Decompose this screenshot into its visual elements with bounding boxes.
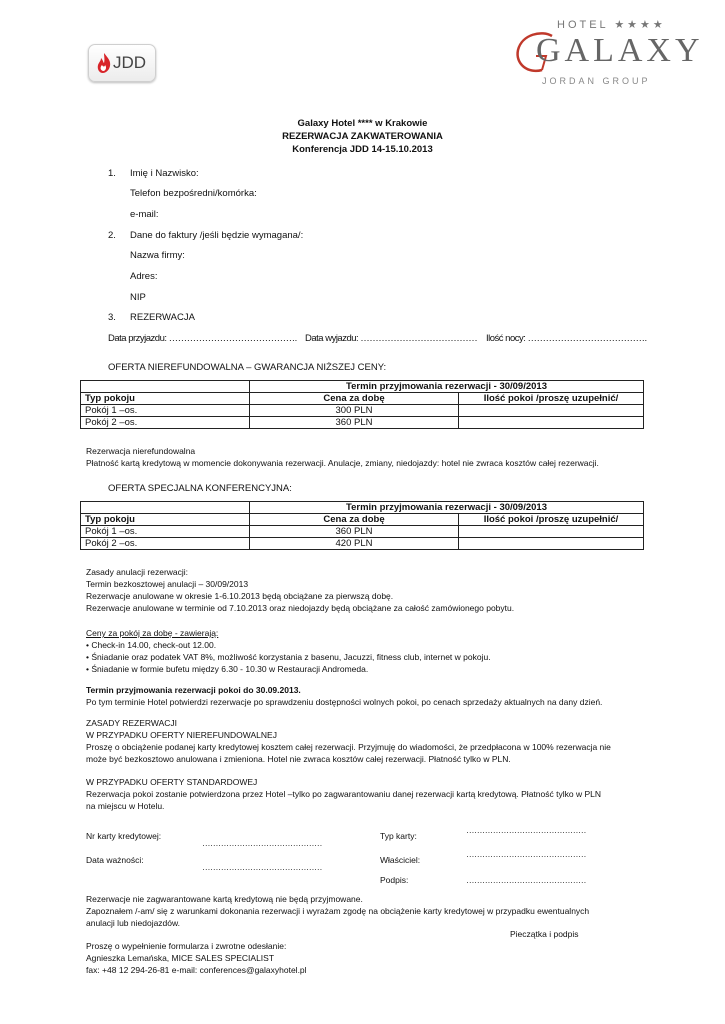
offer2-col-count: Ilość pokoi /proszę uzupełnić/: [459, 514, 644, 526]
deadline-text: Po tym terminie Hotel potwierdzi rezerwacje po sprawdzeniu dostępności wolnych pokoi, po cenach sprzedaży aktualnych na dany dzień.: [86, 697, 603, 707]
offer1-deadline: Termin przyjmowania rezerwacji - 30/09/2013: [250, 381, 644, 393]
room-price: 420 PLN: [250, 538, 459, 550]
offer1-empty-cell: [81, 381, 250, 393]
offer2-col-type: Typ pokoju: [81, 514, 250, 526]
offer2-title: OFERTA SPECJALNA KONFERENCYJNA:: [108, 483, 292, 494]
galaxy-logo-group: JORDAN GROUP: [542, 76, 651, 86]
prices-include-item: • Śniadanie w formie bufetu między 6.30 - 10.30 w Restauracji Andromeda.: [86, 664, 369, 674]
room-count-input[interactable]: [459, 538, 644, 550]
room-type: Pokój 2 –os.: [81, 417, 250, 429]
flame-icon: [95, 52, 113, 74]
document-header: [0, 117, 725, 156]
arrival-date-field[interactable]: Data przyjazdu: …………………………………….: [108, 333, 297, 344]
address-field-label: Adres:: [130, 271, 158, 282]
rules-title: ZASADY REZERWACJI: [86, 718, 177, 728]
offer2-deadline: Termin przyjmowania rezerwacji - 30/09/2013: [250, 502, 644, 514]
room-type: Pokój 1 –os.: [81, 526, 250, 538]
room-type: Pokój 1 –os.: [81, 405, 250, 417]
rules-nonrefund-title: W PRZYPADKU OFERTY NIEREFUNDOWALNEJ: [86, 730, 277, 740]
galaxy-logo: [512, 14, 704, 92]
name-field-label: Imię i Nazwisko:: [130, 168, 199, 179]
room-type: Pokój 2 –os.: [81, 538, 250, 550]
signature-label: Podpis:: [380, 875, 409, 885]
footer-contact-line: Proszę o wypełnienie formularza i zwrotne odesłanie:: [86, 941, 287, 951]
rules-line: Proszę o obciążenie podanej karty kredytowej kosztem całej rezerwacji. Przyjmuję do wiadomości, że przedpłacona w 100% rezerwacja nie: [86, 742, 611, 752]
table-row: [81, 538, 644, 550]
room-count-input[interactable]: [459, 405, 644, 417]
rules-line: na miejscu w Hotelu.: [86, 801, 165, 811]
nights-count-field[interactable]: Ilość nocy: ………………………………….: [486, 333, 647, 344]
prices-include-title: Ceny za pokój za dobę - zawierają:: [86, 628, 219, 638]
room-count-input[interactable]: [459, 417, 644, 429]
company-field-label: Nazwa firmy:: [130, 250, 185, 261]
offer1-table: [80, 380, 644, 429]
header-hotel: Galaxy Hotel **** w Krakowie: [297, 118, 428, 129]
footer-line: anulacji lub niedojazdów.: [86, 918, 181, 928]
galaxy-logo-brand: GALAXY: [536, 32, 704, 69]
card-type-field[interactable]: ………………………………………: [466, 825, 586, 835]
table-row: [81, 526, 644, 538]
offer1-col-price: Cena za dobę: [250, 393, 459, 405]
footer-contact-line: Agnieszka Lemańska, MICE SALES SPECIALIST: [86, 953, 275, 963]
offer1-note2: Płatność kartą kredytową w momencie dokonywania rezerwacji. Anulacje, zmiany, niedojazdy: hotel nie zwraca kosztów całej rezerwacji.: [86, 458, 599, 468]
item2-number: 2.: [108, 230, 116, 241]
nip-field-label: NIP: [130, 292, 146, 303]
cancellation-line: Termin bezkosztowej anulacji – 30/09/2013: [86, 579, 249, 589]
room-price: 360 PLN: [250, 417, 459, 429]
departure-date-field[interactable]: Data wyjazdu: …………………………………: [305, 333, 478, 344]
card-owner-label: Właściciel:: [380, 855, 421, 865]
card-expiry-field[interactable]: ………………………………………: [202, 862, 322, 872]
table-row: [81, 405, 644, 417]
card-number-label: Nr karty kredytowej:: [86, 831, 162, 841]
rules-line: Rezerwacja pokoi zostanie potwierdzona przez Hotel –tylko po zagwarantowaniu danej rezerwacji kartą kredytową. Płatność tylko w PLN: [86, 789, 601, 799]
room-price: 300 PLN: [250, 405, 459, 417]
footer-contact-line: fax: +48 12 294-26-81 e-mail: conferences@galaxyhotel.pl: [86, 965, 307, 975]
jdd-logo-text: JDD: [113, 53, 147, 72]
email-field-label: e-mail:: [130, 209, 159, 220]
footer-line: Rezerwacje nie zagwarantowane kartą kredytową nie będą przyjmowane.: [86, 894, 363, 904]
table-row: [81, 417, 644, 429]
item3-number: 3.: [108, 312, 116, 323]
header-title: REZERWACJA ZAKWATEROWANIA: [282, 131, 443, 142]
card-number-field[interactable]: ………………………………………: [202, 838, 322, 848]
card-owner-field[interactable]: ………………………………………: [466, 849, 586, 859]
room-price: 360 PLN: [250, 526, 459, 538]
card-expiry-label: Data ważności:: [86, 855, 144, 865]
footer-line: Zapoznałem /-am/ się z warunkami dokonania rezerwacji i wyrażam zgodę na obciążenie karty kredytowej w przypadku ewentualnych: [86, 906, 590, 916]
item1-number: 1.: [108, 168, 116, 179]
offer1-title: OFERTA NIEREFUNDOWALNA – GWARANCJA NIŻSZEJ CENY:: [108, 362, 387, 373]
offer1-note1: Rezerwacja nierefundowalna: [86, 446, 196, 456]
deadline-title: Termin przyjmowania rezerwacji pokoi do 30.09.2013.: [86, 685, 301, 695]
prices-include-item: • Check-in 14.00, check-out 12.00.: [86, 640, 217, 650]
offer2-col-price: Cena za dobę: [250, 514, 459, 526]
cancellation-line: Rezerwacje anulowane w terminie od 7.10.2013 oraz niedojazdy będą obciążane za całość zamówionego pobytu.: [86, 603, 515, 613]
jdd-logo: [88, 44, 156, 82]
offer2-table: [80, 501, 644, 550]
header-conference: Konferencja JDD 14-15.10.2013: [292, 144, 433, 155]
card-type-label: Typ karty:: [380, 831, 417, 841]
invoice-data-label: Dane do faktury /jeśli będzie wymagana/:: [130, 230, 304, 241]
prices-include-item: • Śniadanie oraz podatek VAT 8%, możliwość korzystania z basenu, Jacuzzi, fitness club, internet w pokoju.: [86, 652, 491, 662]
offer2-empty-cell: [81, 502, 250, 514]
room-count-input[interactable]: [459, 526, 644, 538]
rules-line: może być bezkosztowo anulowana i zmieniona. Hotel nie zwraca kosztów całej rezerwacji. Płatność tylko w PLN.: [86, 754, 511, 764]
phone-field-label: Telefon bezpośredni/komórka:: [130, 188, 257, 199]
offer1-col-count: Ilość pokoi /proszę uzupełnić/: [459, 393, 644, 405]
galaxy-logo-hotel: HOTEL ★★★★: [557, 19, 666, 31]
stamp-label: Pieczątka i podpis: [510, 929, 579, 939]
cancellation-title: Zasady anulacji rezerwacji:: [86, 567, 189, 577]
cancellation-line: Rezerwacje anulowane w okresie 1-6.10.2013 będą obciążane za pierwszą dobę.: [86, 591, 394, 601]
offer1-col-type: Typ pokoju: [81, 393, 250, 405]
signature-field[interactable]: ………………………………………: [466, 875, 586, 885]
rules-standard-title: W PRZYPADKU OFERTY STANDARDOWEJ: [86, 777, 258, 787]
reservation-section-label: REZERWACJA: [130, 312, 195, 323]
